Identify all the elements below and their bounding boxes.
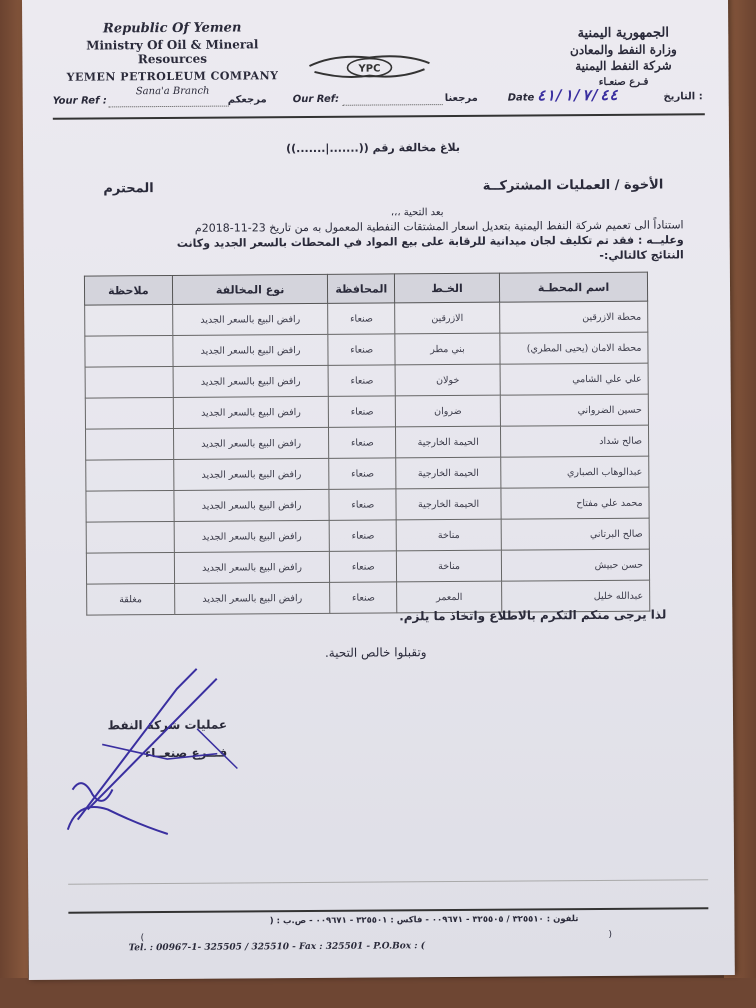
- country-name: Republic Of Yemen: [102, 20, 242, 37]
- our-ref-label: Our Ref:: [292, 93, 340, 106]
- letter-page: [22, 0, 735, 980]
- our-ref-label-ar: مرجعنا: [444, 92, 478, 105]
- handwritten-signature-icon: [47, 648, 268, 850]
- table-row: [85, 332, 648, 367]
- branch-name: Sana'a Branch: [135, 85, 210, 98]
- violation-cell: رافض البيع بالسعر الجديد: [173, 396, 329, 428]
- recipient-name: الأخوة / العمليات المشتركــة: [482, 177, 664, 194]
- date-value: ٤١/١/٧/٤٤: [536, 85, 619, 105]
- note-cell: [86, 490, 174, 522]
- our-ref-line: [343, 104, 443, 106]
- governorate-cell: صنعاء: [329, 458, 396, 489]
- governorate-cell: صنعاء: [330, 582, 397, 613]
- line-cell: الازرقين: [395, 302, 500, 334]
- footer-contact-ar: تلفون : ٣٢٥٥١٠ / ٣٢٥٥٠٥ - ٠٠٩٦٧١ - فاكس : ٣٢٥٥٠١ - ٠٠٩٦٧١ - ص.ب : (: [269, 914, 579, 927]
- company-name: YEMEN PETROLEUM COMPANY: [66, 69, 279, 84]
- violation-cell: رافض البيع بالسعر الجديد: [173, 365, 329, 397]
- line-cell: خولان: [395, 364, 500, 396]
- note-cell: [85, 335, 173, 367]
- footer-paren-open: (: [140, 933, 145, 944]
- col-header-note: ملاحظة: [84, 275, 172, 305]
- recipient-honorific: المحترم: [103, 181, 154, 197]
- station-cell: حسين الضرواني: [500, 394, 648, 426]
- notice-title: بلاغ مخالفة رقم ((.......|.......)): [286, 140, 461, 156]
- footer-divider-thick: [68, 907, 708, 913]
- logo-text: YPC: [358, 63, 381, 75]
- your-ref-label: Your Ref :: [52, 95, 107, 107]
- governorate-cell: صنعاء: [330, 520, 397, 551]
- body-line-3: النتائج كالتالي:-: [599, 248, 684, 262]
- table-row: [86, 518, 649, 553]
- col-header-violation: نوع المخالفة: [172, 274, 328, 304]
- note-cell: [86, 521, 174, 553]
- governorate-cell: صنعاء: [328, 334, 395, 365]
- company-logo-icon: [304, 47, 434, 84]
- line-cell: مناخة: [396, 550, 501, 582]
- footer-contact-en: Tel. : 00967-1- 325505 / 325510 - Fax : 325501 - P.O.Box : (: [128, 941, 426, 954]
- date-label-ar: التاريخ :: [663, 91, 703, 103]
- line-cell: الحيمة الخارجية: [396, 426, 501, 458]
- table-row: [85, 425, 648, 460]
- station-cell: علي علي الشامي: [500, 363, 648, 395]
- signatory-dept: عمليات شركة النفط: [107, 717, 228, 733]
- branch-name-ar: فـرع صنعـاء: [598, 76, 649, 88]
- note-cell: مغلقة: [87, 583, 175, 615]
- note-cell: [85, 366, 173, 398]
- violation-cell: رافض البيع بالسعر الجديد: [172, 303, 328, 335]
- line-cell: المعمر: [397, 581, 502, 613]
- governorate-cell: صنعاء: [328, 303, 395, 334]
- violation-cell: رافض البيع بالسعر الجديد: [173, 427, 329, 459]
- signatory-branch: فـــرع صنعــاء: [145, 745, 228, 761]
- violation-cell: رافض البيع بالسعر الجديد: [173, 334, 329, 366]
- table-row: [86, 549, 649, 584]
- closing-regards: وتقبلوا خالص التحية.: [324, 645, 427, 660]
- violations-table: [84, 272, 650, 616]
- your-ref-label-ar: مرجعكم: [227, 94, 267, 106]
- letterhead-english: [52, 20, 293, 98]
- ministry-name: Ministry Of Oil & Mineral Resources: [86, 37, 259, 67]
- note-cell: [86, 459, 174, 491]
- note-cell: [86, 552, 174, 584]
- table-row: [85, 301, 648, 336]
- violation-cell: رافض البيع بالسعر الجديد: [174, 551, 330, 583]
- company-name-ar: شركة النفط اليمنية: [575, 58, 672, 74]
- your-ref-line: [109, 106, 229, 108]
- line-cell: الحيمة الخارجية: [396, 488, 501, 520]
- recipient-line: [103, 178, 663, 202]
- station-cell: عبدالوهاب الصباري: [501, 456, 649, 488]
- greeting: بعد التحية ،،،: [390, 207, 444, 219]
- governorate-cell: صنعاء: [329, 396, 396, 427]
- governorate-cell: صنعاء: [329, 365, 396, 396]
- col-header-line: الخـط: [395, 273, 500, 303]
- station-cell: حسن حبيش: [501, 549, 649, 581]
- line-cell: مناخة: [396, 519, 501, 551]
- governorate-cell: صنعاء: [330, 551, 397, 582]
- col-header-governorate: المحافظة: [328, 274, 395, 303]
- station-cell: عبدالله خليل: [502, 580, 650, 612]
- col-header-station: اسم المحطـة: [499, 272, 647, 302]
- closing-request: لذا يرجى منكم التكرم بالاطلاع واتخاذ ما يلزم.: [399, 607, 667, 624]
- table-row: [86, 487, 649, 522]
- line-cell: بني مطر: [395, 333, 500, 365]
- header-divider: [53, 113, 705, 120]
- violation-cell: رافض البيع بالسعر الجديد: [174, 489, 330, 521]
- table-row: [86, 456, 649, 491]
- violation-cell: رافض البيع بالسعر الجديد: [174, 520, 330, 552]
- letterhead-arabic: [548, 25, 698, 88]
- table-row: [85, 363, 648, 398]
- country-name-ar: الجمهورية اليمنية: [577, 25, 670, 42]
- station-cell: صالح شداد: [500, 425, 648, 457]
- note-cell: [85, 428, 173, 460]
- station-cell: محمد علي مفتاح: [501, 487, 649, 519]
- violation-cell: رافض البيع بالسعر الجديد: [174, 582, 330, 614]
- table-row: [85, 394, 648, 429]
- line-cell: ضروان: [395, 395, 500, 427]
- body-line-1: استناداً الى تعميم شركة النفط اليمنية بتعديل اسعار المشتقات النفطية المعمول به من تاريخ 23-11-2018م: [194, 218, 684, 235]
- background-bottom: [0, 978, 756, 1008]
- violation-cell: رافض البيع بالسعر الجديد: [173, 458, 329, 490]
- reference-row: [52, 85, 703, 114]
- station-cell: محطة الامان (يحيى المطري): [500, 332, 648, 364]
- table-header-row: [84, 272, 647, 305]
- governorate-cell: صنعاء: [329, 427, 396, 458]
- line-cell: الحيمة الخارجية: [396, 457, 501, 489]
- date-label: Date: [507, 92, 535, 104]
- governorate-cell: صنعاء: [329, 489, 396, 520]
- station-cell: محطة الازرقين: [500, 301, 648, 333]
- footer-divider-thin: [68, 879, 708, 884]
- note-cell: [85, 304, 173, 336]
- footer-paren-close: ): [608, 929, 613, 940]
- station-cell: صالح البرتاني: [501, 518, 649, 550]
- note-cell: [85, 397, 173, 429]
- body-line-2: وعليــه : فقد تم تكليف لجان ميدانية للرقابة على بيع المواد في المحطات بالسعر الجديد وكانت: [176, 233, 684, 250]
- letter-body: [84, 217, 684, 266]
- ministry-name-ar: وزارة النفط والمعادن: [569, 42, 677, 58]
